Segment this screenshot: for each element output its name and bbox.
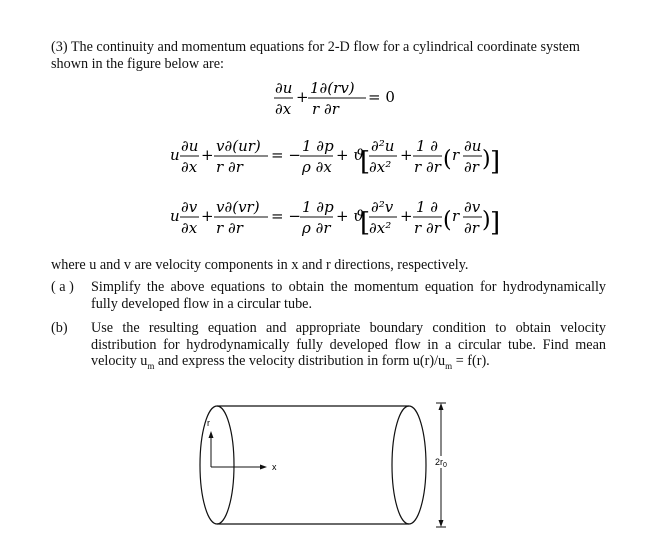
rmom-plus1: +: [201, 207, 214, 225]
rmom-t6-num: ∂v: [464, 198, 481, 216]
where-line: where u and v are velocity components in x and r directions, respectively.: [51, 257, 469, 273]
rmom-nu: + ϑ: [336, 207, 365, 225]
rmom-t4-num: ∂²v: [371, 198, 394, 216]
xmom-nu: + ϑ: [336, 146, 365, 164]
xmom-t1-num: ∂u: [181, 137, 199, 155]
rmom-t1-den: ∂x: [181, 219, 198, 237]
xmom-t5-den: r ∂r: [414, 158, 441, 176]
r-axis-arrowhead: [209, 431, 214, 438]
cylinder-left-end: [200, 406, 234, 524]
part-b-sub-m2: m: [445, 360, 453, 371]
rmom-right-bracket: ]: [490, 208, 501, 238]
xmom-plus1: +: [201, 146, 214, 164]
xmom-t4-num: ∂²u: [371, 137, 395, 155]
cont-equals-zero: = 0: [368, 88, 395, 106]
xmom-t1-den: ∂x: [181, 158, 198, 176]
part-b-text-middle: and express the velocity distribution in form u(r)/u: [154, 353, 446, 369]
x-axis-label: x: [272, 462, 277, 472]
rmom-plus2: +: [400, 207, 413, 225]
part-a-text: Simplify the above equations to obtain the momentum equation for hydrodynamically fully developed flow in a circular tube.: [91, 279, 606, 312]
problem-intro-line-1: (3) The continuity and momentum equations for 2-D flow for a cylindrical coordinate system: [51, 39, 580, 55]
rmom-u: u: [170, 207, 180, 225]
r-axis-label: r: [207, 418, 210, 428]
rmom-left-bracket: [: [360, 208, 371, 238]
rmom-t3-num: 1 ∂p: [302, 198, 334, 216]
part-b-text-after: = f(r).: [452, 353, 490, 369]
rmom-t2-num: v∂(vr): [216, 198, 260, 216]
rmom-t4-den: ∂x²: [369, 219, 392, 237]
cylinder-right-end-front: [409, 406, 426, 524]
diameter-label-sub: 0: [443, 462, 447, 469]
xmom-left-bracket: [: [360, 147, 371, 177]
part-b-text-before: Use the resulting equation and appropriate boundary condition to obtain velocity distribution for hydrodynamically fully developed flow in a circular tube. Find mean velocity u: [91, 320, 606, 369]
xmom-t6-den: ∂r: [464, 158, 479, 176]
rmom-left-paren: (: [443, 208, 452, 233]
rmom-t3-den: ρ ∂r: [302, 219, 331, 237]
xmom-t2-num: v∂(ur): [216, 137, 261, 155]
rmom-inner-r: r: [452, 207, 460, 225]
x-axis-arrowhead: [260, 465, 267, 470]
xmom-equals: = −: [271, 146, 301, 164]
rmom-t1-num: ∂v: [181, 198, 198, 216]
xmom-t3-num: 1 ∂p: [302, 137, 334, 155]
xmom-inner-r: r: [452, 146, 460, 164]
rmom-equals: = −: [271, 207, 301, 225]
xmom-t3-den: ρ ∂x: [302, 158, 332, 176]
xmom-t2-den: r ∂r: [216, 158, 243, 176]
problem-intro-line-2: shown in the figure below are:: [51, 56, 224, 72]
diameter-bottom-arrow: [439, 520, 444, 527]
rmom-t5-num: 1 ∂: [416, 198, 439, 216]
cont-term1-den: ∂x: [275, 100, 292, 118]
xmom-t4-den: ∂x²: [369, 158, 392, 176]
part-a-label: ( a ): [51, 279, 74, 295]
cont-term2-den: r ∂r: [312, 100, 339, 118]
rmom-t6-den: ∂r: [464, 219, 479, 237]
rmom-t5-den: r ∂r: [414, 219, 441, 237]
cont-term2-num: 1∂(rv): [310, 79, 355, 97]
cont-plus: +: [296, 88, 309, 106]
xmom-right-bracket: ]: [490, 147, 501, 177]
rmom-right-paren: ): [482, 208, 491, 233]
xmom-left-paren: (: [443, 147, 452, 172]
xmom-t6-num: ∂u: [464, 137, 482, 155]
cont-term1-num: ∂u: [275, 79, 293, 97]
xmom-plus2: +: [400, 146, 413, 164]
xmom-t5-num: 1 ∂: [416, 137, 439, 155]
part-b-sub-m1: m: [147, 360, 155, 371]
xmom-u: u: [170, 146, 180, 164]
cylinder-right-end-back: [392, 406, 409, 524]
part-b-label: (b): [51, 320, 68, 336]
xmom-right-paren: ): [482, 147, 491, 172]
diameter-label-main: 2r: [435, 457, 444, 467]
diameter-top-arrow: [439, 403, 444, 410]
rmom-t2-den: r ∂r: [216, 219, 243, 237]
